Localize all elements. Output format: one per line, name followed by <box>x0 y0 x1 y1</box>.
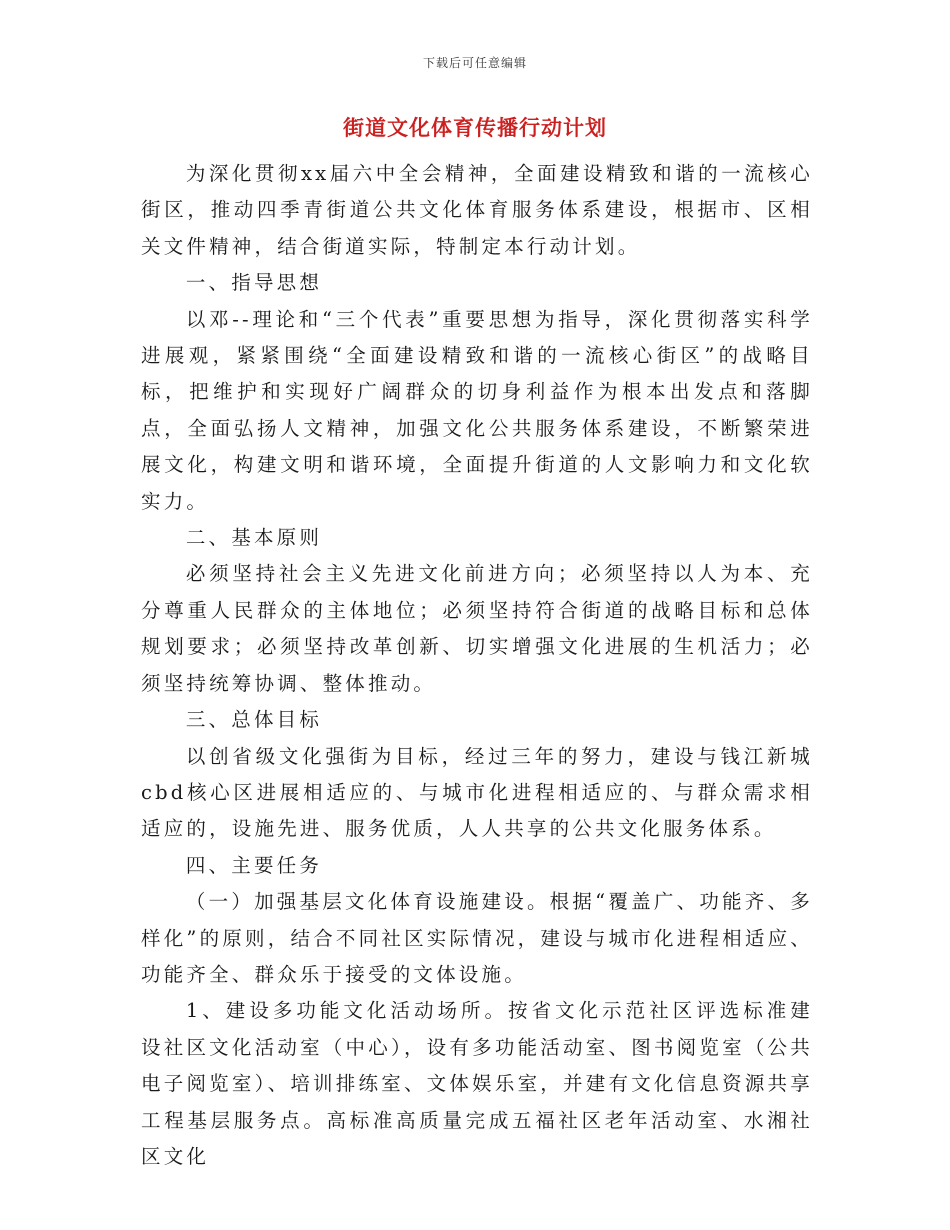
task-1-paragraph: （一）加强基层文化体育设施建设。根据“覆盖广、功能齐、多样化”的原则，结合不同社区实际情况，建设与城市化进程相适应、功能齐全、群众乐于接受的文体设施。 <box>141 890 813 986</box>
intro-paragraph: 为深化贯彻xx届六中全会精神，全面建设精致和谐的一流核心街区，推动四季青街道公共文化体育服务体系建设，根据市、区相关文件精神，结合街道实际，特制定本行动计划。 <box>141 162 813 258</box>
section-heading-guiding-ideology: 一、指导思想 <box>185 271 323 295</box>
section-heading-basic-principles: 二、基本原则 <box>185 526 323 550</box>
header-note: 下载后可任意编辑 <box>422 56 527 70</box>
document-body <box>141 156 813 1175</box>
guiding-ideology-paragraph: 以邓--理论和“三个代表”重要思想为指导，深化贯彻落实科学进展观，紧紧围绕“全面建设精致和谐的一流核心街区”的战略目标，把维护和实现好广阔群众的切身利益作为根本出发点和落脚点，全面弘扬人文精神，加强文化公共服务体系建设，不断繁荣进展文化，构建文明和谐环境，全面提升街道的人文影响力和文化软实力。 <box>141 307 813 513</box>
basic-principles-paragraph: 必须坚持社会主义先进文化前进方向；必须坚持以人为本、充分尊重人民群众的主体地位；必须坚持符合街道的战略目标和总体规划要求；必须坚持改革创新、切实增强文化进展的生机活力；必须坚持统筹协调、整体推动。 <box>141 562 813 695</box>
section-heading-overall-goals: 三、总体目标 <box>185 708 323 732</box>
document-title: 街道文化体育传播行动计划 <box>343 115 607 140</box>
overall-goals-paragraph: 以创省级文化强街为目标，经过三年的努力，建设与钱江新城cbd核心区进展相适应的、与城市化进程相适应的、与群众需求相适应的，设施先进、服务优质，人人共享的公共文化服务体系。 <box>141 744 813 841</box>
task-1-1-paragraph: 1、建设多功能文化活动场所。按省文化示范社区评选标准建设社区文化活动室（中心），设有多功能活动室、图书阅览室（公共电子阅览室）、培训排练室、文体娱乐室，并建有文化信息资源共享工程基层服务点。高标准高质量完成五福社区老年活动室、水湘社区文化 <box>141 999 813 1168</box>
section-heading-main-tasks: 四、主要任务 <box>185 853 323 877</box>
